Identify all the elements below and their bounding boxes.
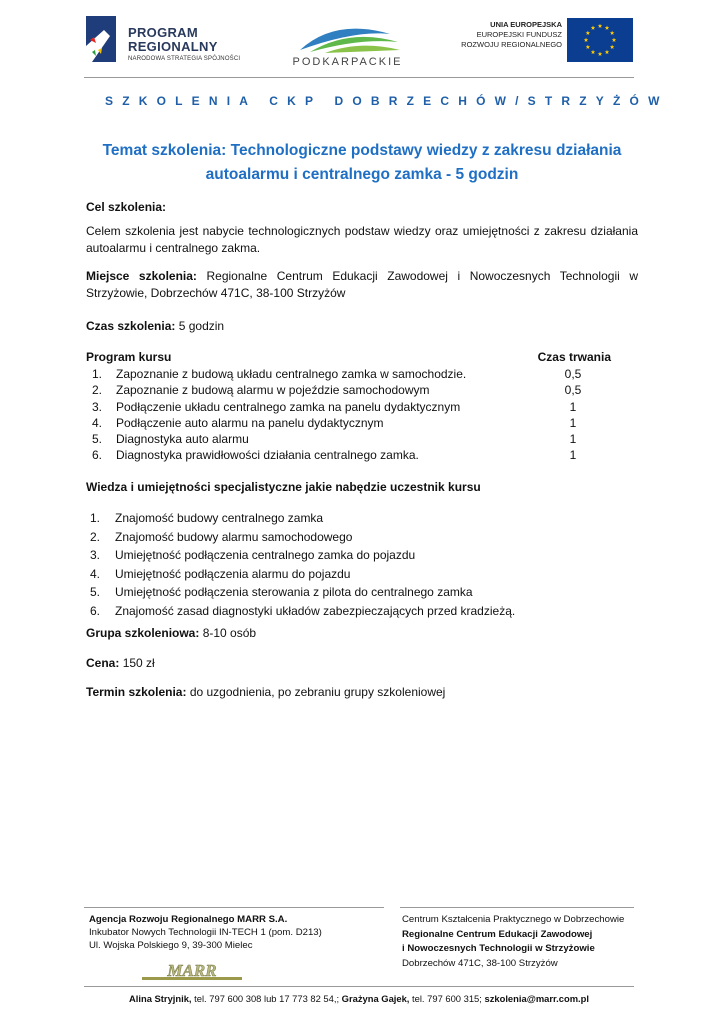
- program-row-text: Zapoznanie z budową alarmu w pojeździe samochodowym: [116, 383, 430, 398]
- skill-number: 4.: [90, 566, 101, 581]
- skills-list: [86, 509, 638, 621]
- skill-item: [86, 528, 638, 547]
- program-line: PROGRAM: [128, 25, 198, 40]
- program-row-duration: 0,5: [564, 383, 582, 398]
- eu-text: [452, 20, 562, 50]
- group-paragraph: [86, 625, 638, 642]
- footer-marr-title: Agencja Rozwoju Regionalnego MARR S.A.: [89, 914, 288, 925]
- banner: SZKOLENIA CKP DOBRZECHÓW/STRZYŻÓW: [105, 94, 669, 108]
- footer-divider-bottom: [84, 986, 634, 987]
- podkarpackie-wordmark: PODKARPACKIE: [292, 56, 403, 68]
- program-row: [86, 399, 638, 415]
- price-paragraph: [86, 655, 638, 672]
- eu-flag-icon: [567, 18, 633, 62]
- program-row-number: 1.: [92, 367, 103, 381]
- program-row: [86, 447, 638, 463]
- program-row: [86, 382, 638, 398]
- footer-marr-line3: Ul. Wojska Polskiego 9, 39-300 Mielec: [89, 940, 253, 951]
- regionalny-line: REGIONALNY: [128, 39, 218, 54]
- footer-marr-line2: Inkubator Nowych Technologii IN-TECH 1 (pom. D213): [89, 927, 322, 938]
- document-header: [84, 12, 634, 70]
- skill-number: 2.: [90, 529, 101, 544]
- skill-item: [86, 546, 638, 565]
- footer-contact: [84, 993, 634, 1004]
- header-divider: [84, 77, 634, 78]
- program-row-duration: 1: [569, 432, 577, 447]
- program-row-number: 5.: [92, 432, 103, 447]
- eu-line1: UNIA EUROPEJSKA: [490, 20, 562, 29]
- skill-text: Umiejętność podłączenia centralnego zamka do pojazdu: [115, 548, 416, 563]
- footer-divider-left: [84, 907, 384, 908]
- eu-line2: EUROPEJSKI FUNDUSZ: [476, 30, 562, 39]
- skill-text: Znajomość budowy centralnego zamka: [115, 511, 324, 525]
- footer-ckp-address: [402, 913, 624, 971]
- program-regionalny-logo: [84, 12, 259, 68]
- program-header-right: Czas trwania: [537, 350, 611, 364]
- footer-divider-right: [400, 907, 634, 908]
- program-header: [86, 350, 611, 366]
- skill-item: [86, 509, 638, 528]
- term-label: Termin szkolenia:: [86, 685, 187, 699]
- skills-header: Wiedza i umiejętności specjalistyczne jakie nabędzie uczestnik kursu: [86, 480, 481, 494]
- program-row-text: Zapoznanie z budową układu centralnego zamka w samochodzie.: [116, 367, 467, 381]
- group-label: Grupa szkoleniowa:: [86, 626, 200, 640]
- marr-logo-text: MARR: [167, 961, 217, 980]
- skill-item: [86, 583, 638, 602]
- eu-logo: [452, 16, 634, 64]
- program-row: [86, 366, 638, 382]
- duration-text: 5 godzin: [178, 319, 225, 333]
- program-regionalny-title: [128, 26, 218, 54]
- program-regionalny-subtitle: NARODOWA STRATEGIA SPÓJNOŚCI: [128, 56, 241, 62]
- program-row-duration: 0,5: [564, 367, 582, 381]
- program-list: [86, 366, 638, 464]
- program-row-number: 3.: [92, 399, 103, 414]
- place-paragraph: [86, 268, 638, 302]
- contact-name-1: Alina Stryjnik,: [129, 993, 192, 1004]
- duration-label: Czas szkolenia:: [86, 319, 176, 333]
- duration-paragraph: [86, 318, 638, 335]
- footer-ckp-line4: Dobrzechów 471C, 38-100 Strzyżów: [402, 957, 558, 969]
- program-row-number: 6.: [92, 448, 103, 463]
- skill-number: 6.: [90, 603, 101, 618]
- goal-label: Cel szkolenia:: [86, 200, 167, 214]
- program-row-number: 4.: [92, 415, 103, 430]
- skill-text: Znajomość budowy alarmu samochodowego: [115, 529, 353, 544]
- footer-ckp-line1: Centrum Kształcenia Praktycznego w Dobrzechowie: [402, 914, 625, 925]
- podkarpackie-hills-icon: [280, 20, 415, 54]
- contact-phone-2: tel. 797 600 315;: [409, 993, 485, 1004]
- contact-email-link[interactable]: szkolenia@marr.com.pl: [484, 993, 589, 1004]
- program-row-duration: 1: [569, 448, 577, 463]
- program-row: [86, 431, 638, 447]
- program-row-text: Diagnostyka prawidłowości działania centralnego zamka.: [116, 448, 419, 463]
- program-header-left: Program kursu: [86, 350, 172, 364]
- skill-item: [86, 602, 638, 621]
- skill-text: Znajomość zasad diagnostyki układów zabezpieczających przed kradzieżą.: [115, 603, 516, 618]
- program-row-text: Diagnostyka auto alarmu: [116, 432, 249, 447]
- skill-number: 3.: [90, 548, 101, 563]
- eu-line3: ROZWOJU REGIONALNEGO: [461, 40, 562, 49]
- program-row-text: Podłączenie układu centralnego zamka na panelu dydaktycznym: [116, 399, 461, 414]
- contact-name-2: Grażyna Gajek,: [341, 993, 410, 1004]
- program-row-duration: 1: [569, 399, 577, 414]
- term-text: do uzgodnienia, po zebraniu grupy szkoleniowej: [189, 685, 446, 699]
- program-regionalny-emblem-icon: [84, 16, 118, 64]
- marr-logo-icon: [142, 960, 242, 982]
- skill-text: Umiejętność podłączenia sterowania z pilota do centralnego zamka: [115, 585, 473, 600]
- place-text: Regionalne Centrum Edukacji Zawodowej i Nowoczesnych Technologii w Strzyżowie, Dobrzechów 471C, 38-100 Strzyżów: [86, 269, 638, 300]
- podkarpackie-logo: [280, 20, 415, 68]
- price-label: Cena:: [86, 656, 120, 670]
- program-row-duration: 1: [569, 415, 577, 430]
- program-row-text: Podłączenie auto alarmu na panelu dydaktycznym: [116, 415, 384, 430]
- program-row-number: 2.: [92, 383, 103, 398]
- price-text: 150 zł: [122, 656, 155, 670]
- skill-number: 5.: [90, 585, 101, 600]
- goal-text: Celem szkolenia jest nabycie technologicznych podstaw wiedzy oraz umiejętności z zakresu działania autoalarmu i centralnego zakma.: [86, 224, 638, 255]
- skill-text: Umiejętność podłączenia alarmu do pojazdu: [115, 566, 351, 581]
- contact-phone-1: tel. 797 600 308 lub 17 773 82 54,;: [191, 993, 342, 1004]
- group-text: 8-10 osób: [202, 626, 257, 640]
- footer-ckp-line3: i Nowoczesnych Technologii w Strzyżowie: [402, 943, 595, 954]
- footer-marr-address: [89, 913, 322, 952]
- program-row: [86, 415, 638, 431]
- footer-ckp-line2: Regionalne Centrum Edukacji Zawodowej: [402, 928, 593, 940]
- term-paragraph: [86, 684, 638, 701]
- place-label: Miejsce szkolenia:: [86, 269, 197, 283]
- skill-number: 1.: [90, 511, 101, 525]
- skill-item: [86, 565, 638, 584]
- page-title: Temat szkolenia: Technologiczne podstawy wiedzy z zakresu działania autoalarmu i centralnego zamka - 5 godzin: [102, 142, 622, 183]
